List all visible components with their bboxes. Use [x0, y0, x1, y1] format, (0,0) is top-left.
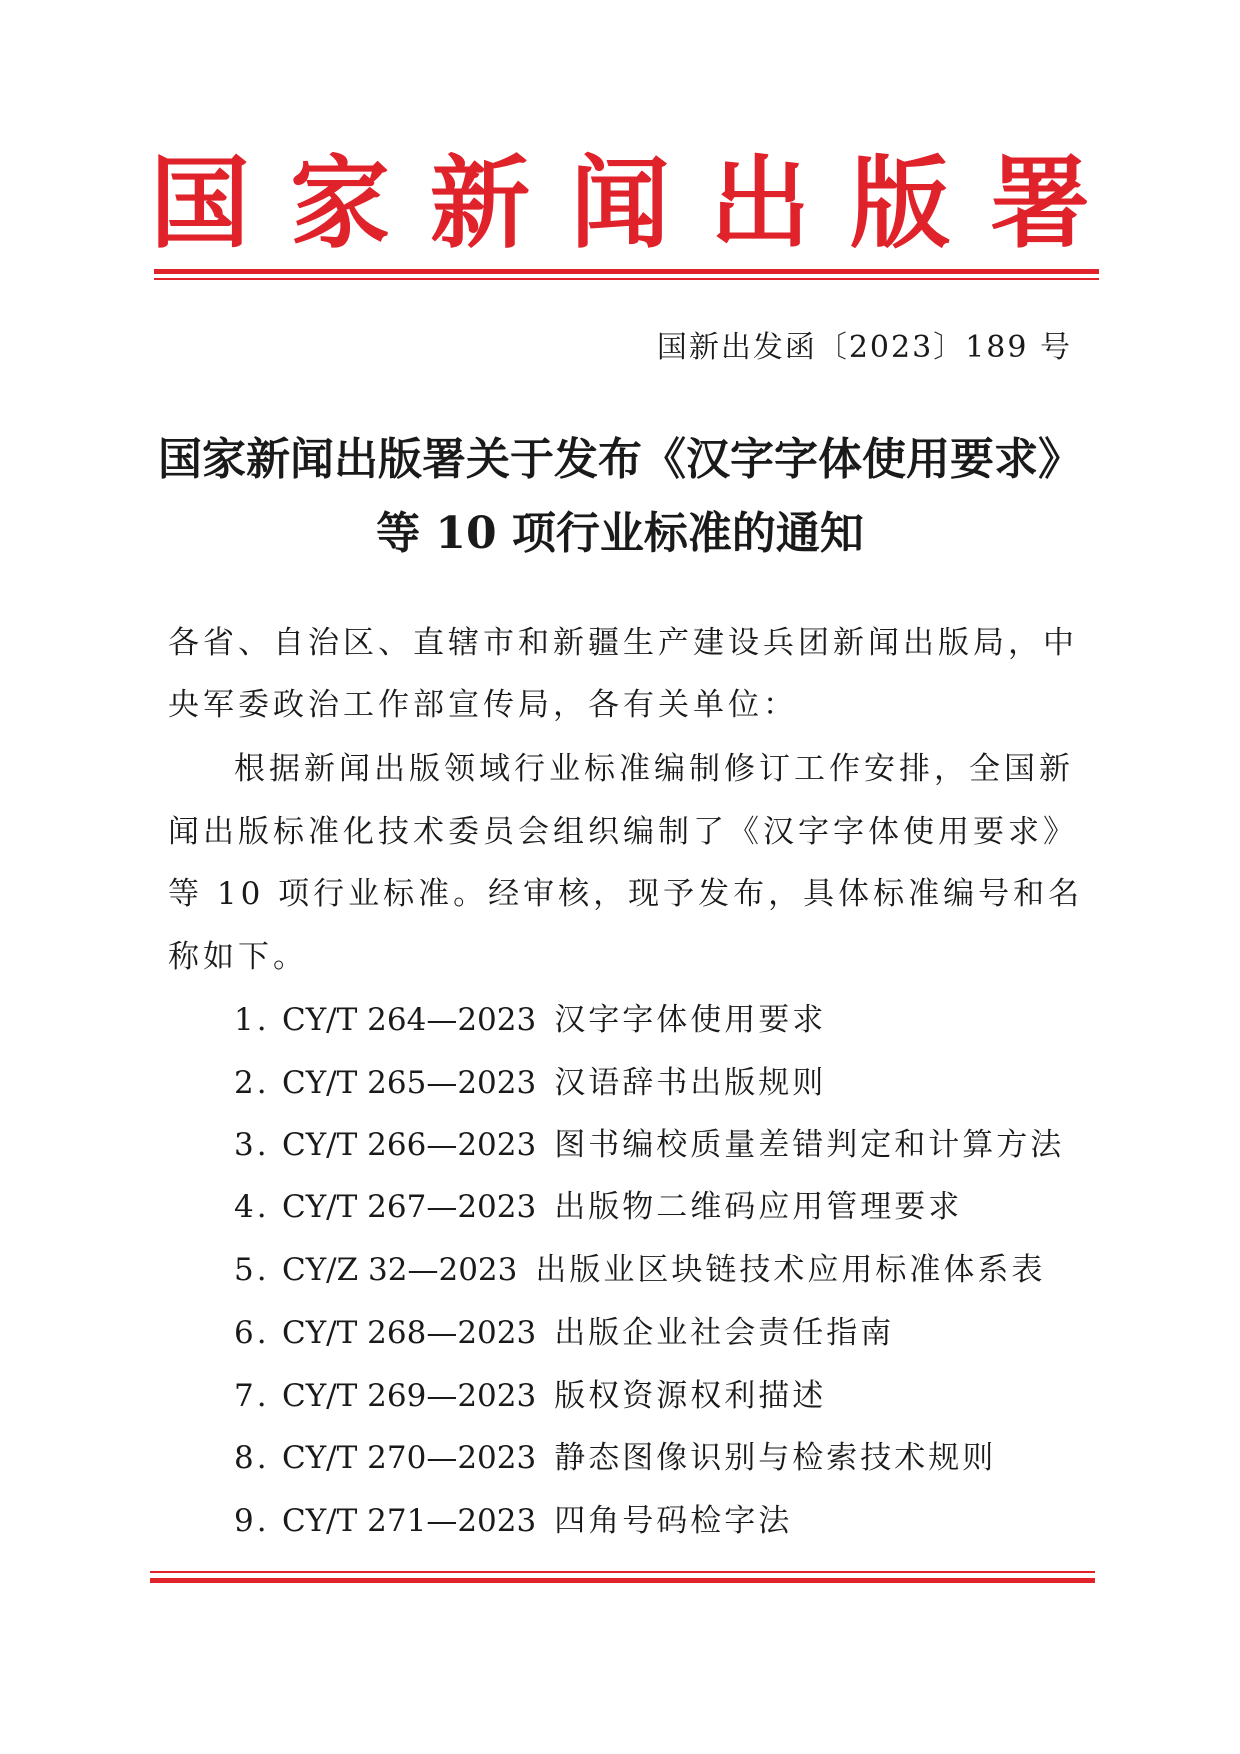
standard-number: 2. — [234, 1065, 270, 1101]
standard-number: 8. — [234, 1440, 270, 1476]
standard-name: 汉字字体使用要求 — [554, 1002, 827, 1038]
standard-number: 4. — [234, 1189, 270, 1225]
standard-name: 静态图像识别与检索技术规则 — [554, 1440, 997, 1476]
body-line: 闻出版标准化技术委员会组织编制了《汉字字体使用要求》 — [168, 814, 1078, 850]
standard-item — [234, 1063, 826, 1103]
standard-code: CY/T 268—2023 — [282, 1315, 537, 1351]
standard-item — [234, 1313, 894, 1353]
standard-name: 四角号码检字法 — [554, 1503, 793, 1539]
standard-name: 出版业区块链技术应用标准体系表 — [535, 1252, 1046, 1288]
masthead-char: 国 — [150, 144, 250, 262]
body-line: 根据新闻出版领域行业标准编制修订工作安排，全国新 — [234, 751, 1074, 787]
standard-name: 出版物二维码应用管理要求 — [554, 1189, 963, 1225]
standard-code: CY/Z 32—2023 — [282, 1252, 518, 1288]
standard-item — [234, 1187, 962, 1227]
masthead-char: 闻 — [570, 144, 670, 262]
masthead-char: 新 — [430, 144, 530, 262]
document-number: 国新出发函〔2023〕189 号 — [656, 330, 1072, 365]
standard-code: CY/T 265—2023 — [282, 1065, 537, 1101]
standard-number: 6. — [234, 1315, 270, 1351]
standard-name: 汉语辞书出版规则 — [554, 1065, 827, 1101]
document-title-line2: 等 10 项行业标准的通知 — [376, 508, 864, 559]
standard-number: 5. — [234, 1252, 270, 1288]
header-rule-thick — [154, 269, 1099, 274]
salutation-line: 各省、自治区、直辖市和新疆生产建设兵团新闻出版局，中 — [168, 625, 1078, 661]
standard-code: CY/T 266—2023 — [282, 1127, 537, 1163]
standard-code: CY/T 267—2023 — [282, 1189, 537, 1225]
standard-number: 1. — [234, 1002, 270, 1038]
standard-item — [234, 1250, 1045, 1290]
standard-code: CY/T 269—2023 — [282, 1378, 537, 1414]
standard-item — [234, 1438, 996, 1478]
header-rule-thin — [154, 278, 1099, 280]
standard-code: CY/T 270—2023 — [282, 1440, 537, 1476]
body-line: 等 10 项行业标准。经审核，现予发布，具体标准编号和名 — [168, 876, 1084, 912]
standard-item — [234, 1501, 792, 1541]
standard-item — [234, 1000, 826, 1040]
standard-name: 出版企业社会责任指南 — [554, 1315, 895, 1351]
body-line: 称如下。 — [168, 939, 308, 975]
standard-name: 版权资源权利描述 — [554, 1378, 827, 1414]
standard-item — [234, 1376, 826, 1416]
standard-code: CY/T 264—2023 — [282, 1002, 537, 1038]
salutation-line: 央军委政治工作部宣传局，各有关单位： — [168, 687, 798, 723]
masthead-char: 家 — [290, 144, 390, 262]
footer-rule-thin — [150, 1571, 1095, 1573]
masthead-char: 署 — [990, 144, 1090, 262]
masthead — [150, 144, 1090, 262]
standard-name: 图书编校质量差错判定和计算方法 — [554, 1127, 1065, 1163]
footer-rule-thick — [150, 1578, 1095, 1583]
standard-code: CY/T 271—2023 — [282, 1503, 537, 1539]
masthead-char: 出 — [710, 144, 810, 262]
standard-number: 7. — [234, 1378, 270, 1414]
standard-number: 3. — [234, 1127, 270, 1163]
masthead-char: 版 — [850, 144, 950, 262]
standard-item — [234, 1125, 1064, 1165]
standard-number: 9. — [234, 1503, 270, 1539]
document-title-line1: 国家新闻出版署关于发布《汉字字体使用要求》 — [158, 434, 1082, 485]
